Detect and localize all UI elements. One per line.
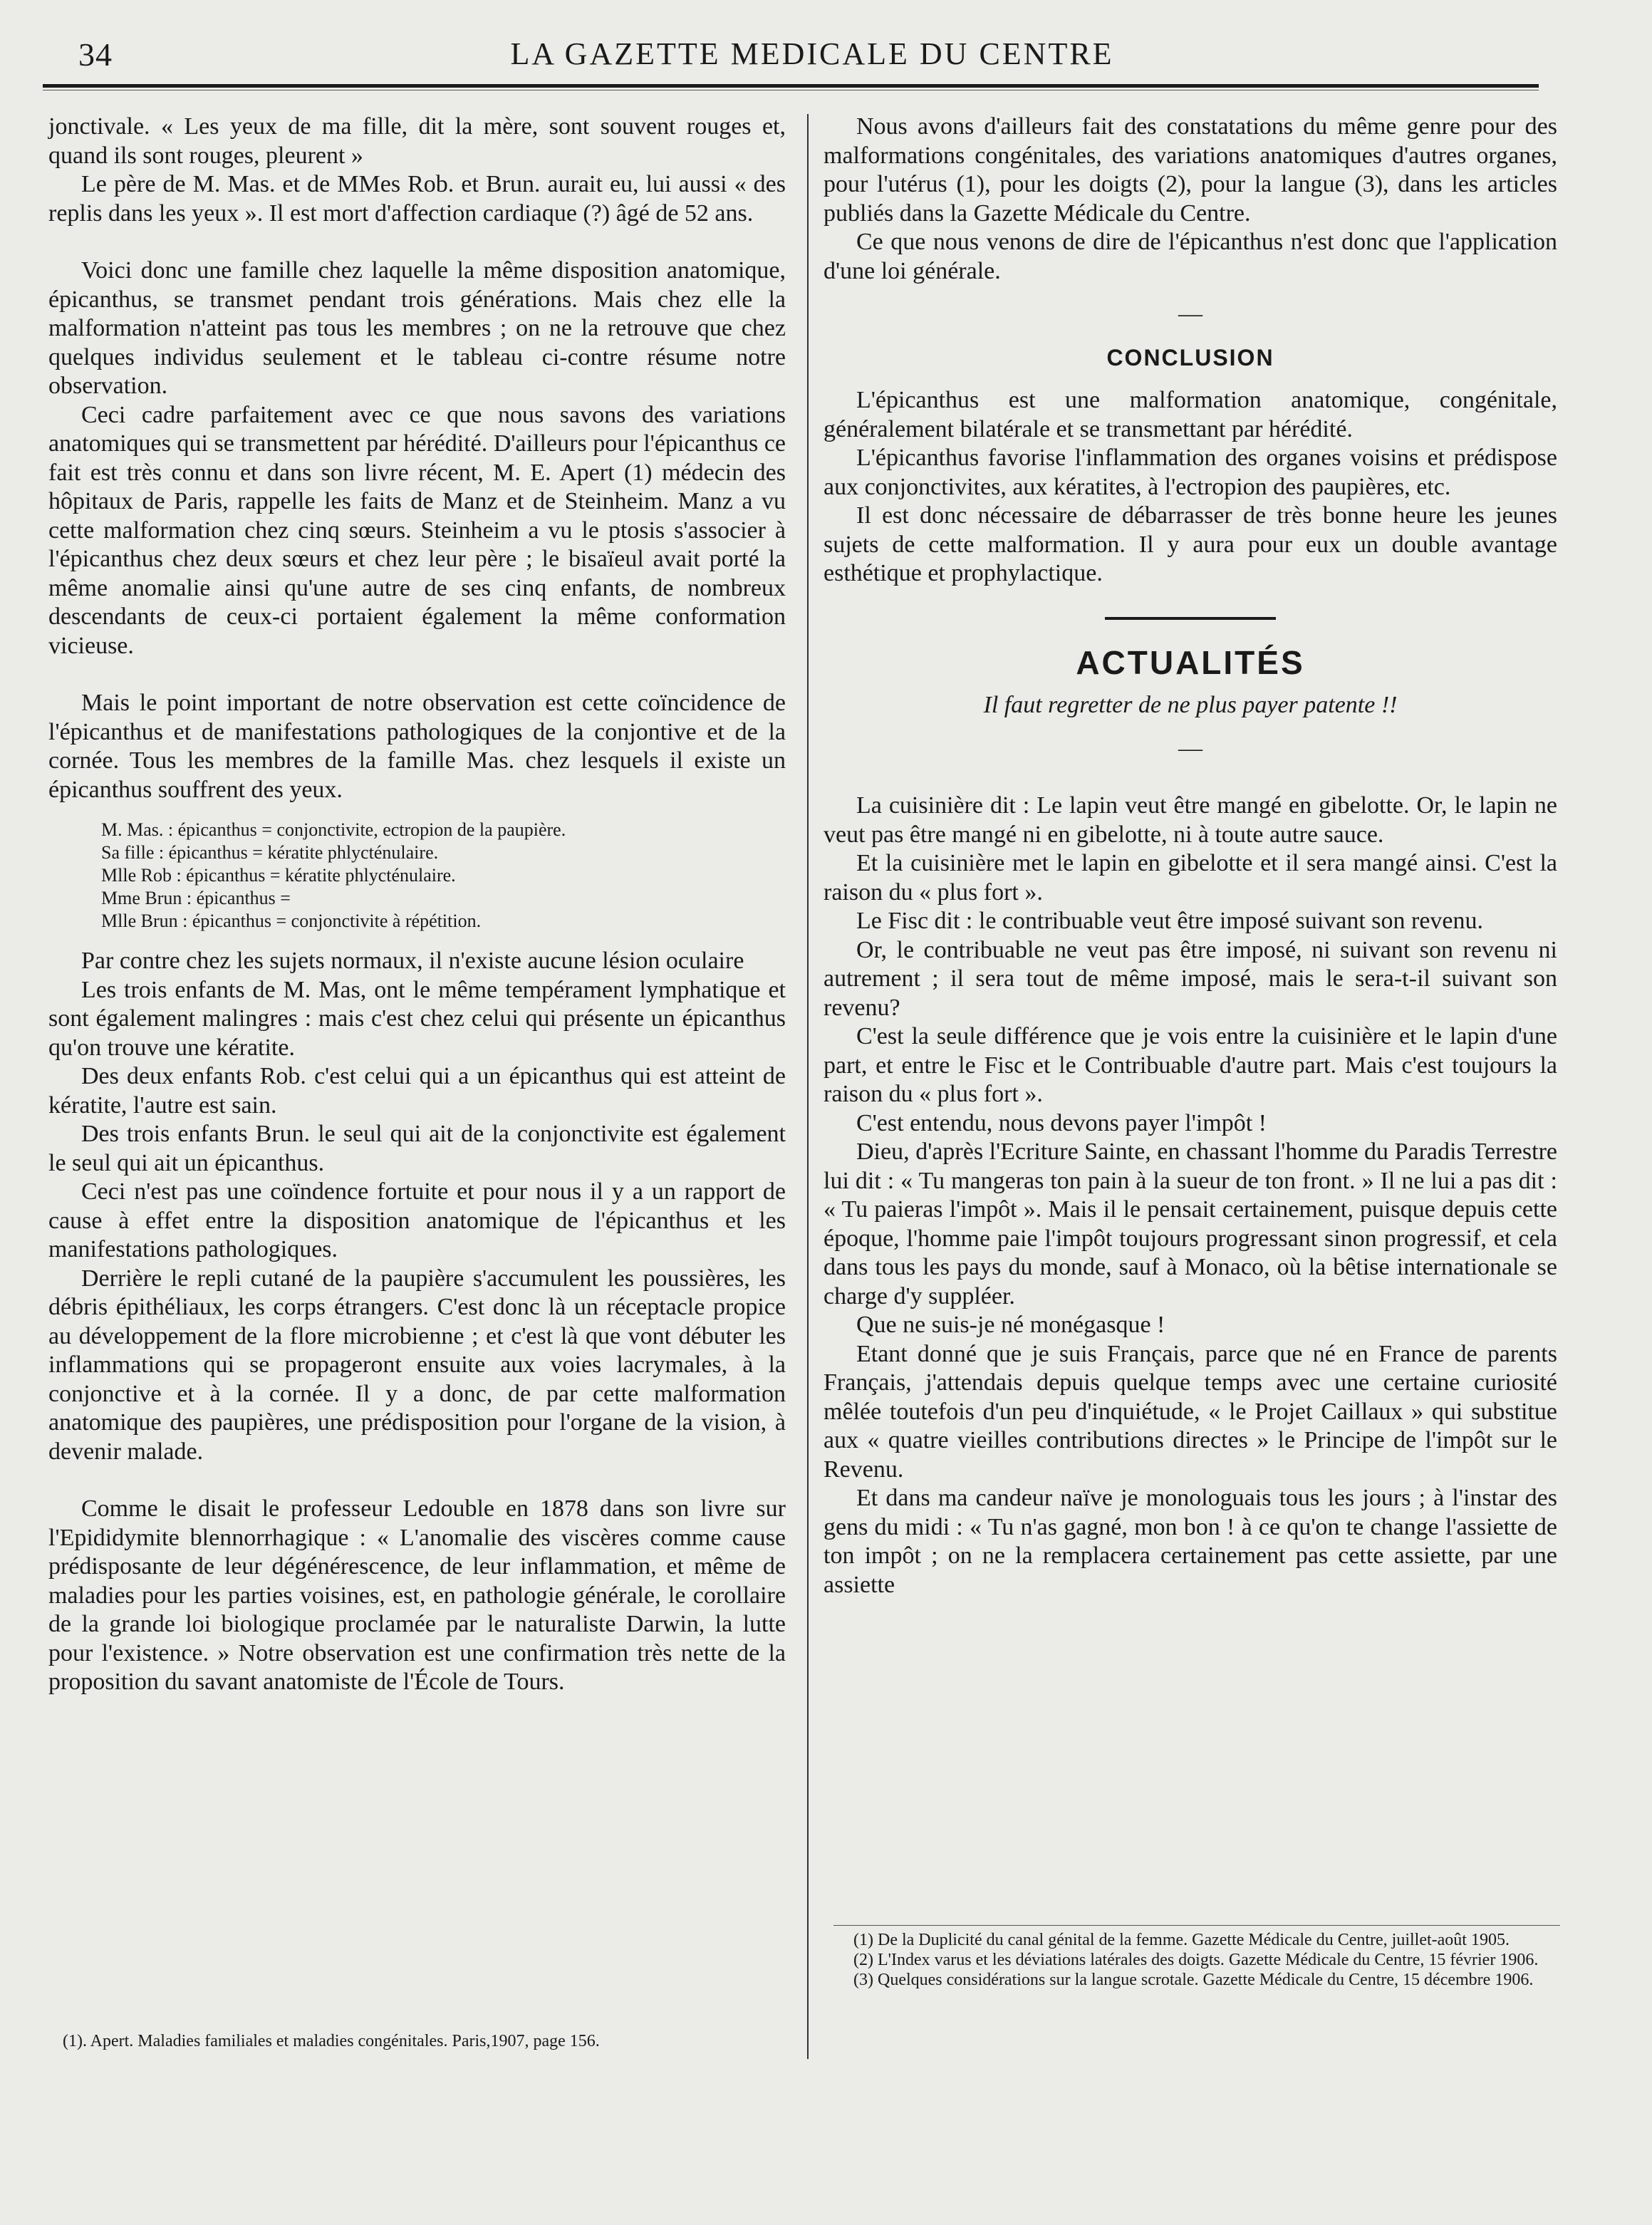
paragraph: Voici donc une famille chez laquelle la même disposition anatomique, épicanthus, se transmet pendant trois générations. Mais chez elle la malformation n'atteint pas tous les membres ; on ne la retrouve que chez quelques individus seulement et le tableau ci-contre résume notre observation. [48, 257, 786, 399]
paragraph: Que ne suis-je né monégasque ! [856, 1312, 1165, 1338]
symptom-list [48, 819, 786, 933]
paragraph: jonctivale. « Les yeux de ma fille, dit la mère, sont souvent rouges et, quand ils sont rouges, pleurent » [48, 113, 786, 169]
footnote-rule [833, 1925, 1560, 1926]
paragraph: Les trois enfants de M. Mas, ont le même tempérament lymphatique et sont également malingres : mais c'est chez celui qui présente un épicanthus qu'on trouve une kératite. [48, 976, 786, 1061]
paragraph: Derrière le repli cutané de la paupière s'accumulent les poussières, les débris épithéliaux, les corps étrangers. C'est donc là un réceptacle propice au développement de la flore microbienne ; et c'est là que vont débuter les inflammations qui se propageront ensuite aux voies lacrymales, à la conjonctive et à la cornée. Il y a donc, de par cette malformation anatomique des paupières, une prédisposition pour l'organe de la vision, à devenir malade. [48, 1265, 786, 1465]
separator-dash: — [1178, 735, 1202, 762]
paragraph: C'est entendu, nous devons payer l'impôt ! [856, 1109, 1267, 1136]
footnote: (3) Quelques considérations sur la langue scrotale. Gazette Médicale du Centre, 15 décembre 1906. [853, 1971, 1534, 1989]
footnote: (2) L'Index varus et les déviations latérales des doigts. Gazette Médicale du Centre, 15 février 1906. [853, 1951, 1539, 1969]
paragraph: Ce que nous venons de dire de l'épicanthus n'est donc que l'application d'une loi générale. [824, 229, 1557, 284]
paragraph: Comme le disait le professeur Ledouble en 1878 dans son livre sur l'Epididymite blennorrhagique : « L'anomalie des viscères comme cause prédisposante de leur dégénérescence, de leur inflammation, et même de maladies pour les parties voisines, est, en pathologie générale, le corollaire de la grande loi biologique proclamée par le naturaliste Darwin, la lutte pour l'existence. » Notre observation est une confirmation très nette de la proposition du savant anatomiste de l'École de Tours. [48, 1495, 786, 1695]
conclusion-heading: CONCLUSION [1106, 344, 1274, 370]
list-item: Mlle Brun : épicanthus = conjonctivite à répétition. [101, 911, 482, 931]
list-item: M. Mas. : épicanthus = conjonctivite, ectropion de la paupière. [101, 819, 566, 840]
paragraph: Mais le point important de notre observation est cette coïncidence de l'épicanthus et de manifestations pathologiques de la conjontive et de la cornée. Tous les membres de la famille Mas. chez lesquels il existe un épicanthus souffrent des yeux. [48, 690, 786, 803]
footnotes [833, 1925, 1560, 1990]
journal-title: LA GAZETTE MEDICALE DU CENTRE [510, 36, 1114, 71]
left-column [48, 113, 786, 1697]
paragraph: Le Fisc dit : le contribuable veut être imposé suivant son revenu. [856, 908, 1483, 934]
paragraph: Nous avons d'ailleurs fait des constatations du même genre pour des malformations congénitales, des variations anatomiques d'autres organes, pour l'utérus (1), pour les doigts (2), pour la langue (3), dans les articles publiés dans la Gazette Médicale du Centre. [824, 113, 1557, 227]
right-column [824, 113, 1557, 1599]
paragraph: Des deux enfants Rob. c'est celui qui a un épicanthus qui est atteint de kératite, l'autre est sain. [48, 1063, 786, 1119]
footnote: (1). Apert. Maladies familiales et maladies congénitales. Paris,1907, page 156. [63, 2032, 600, 2050]
paragraph: La cuisinière dit : Le lapin veut être mangé en gibelotte. Or, le lapin ne veut pas être mangé ni en gibelotte, ni à toute autre sauce. [824, 792, 1557, 848]
footnote: (1) De la Duplicité du canal génital de la femme. Gazette Médicale du Centre, juillet-août 1905. [853, 1931, 1510, 1949]
actualites-subtitle: Il faut regretter de ne plus payer patente !! [983, 692, 1398, 718]
paragraph: Et la cuisinière met le lapin en gibelotte et il sera mangé ainsi. C'est la raison du « plus fort ». [824, 850, 1557, 906]
paragraph: Dieu, d'après l'Ecriture Sainte, en chassant l'homme du Paradis Terrestre lui dit : « Tu mangeras ton pain à la sueur de ton front. » Il ne lui a pas dit : « Tu paieras l'impôt ». Mais il le pensait certainement, puisque depuis cette époque, l'homme paie l'impôt toujours progressant sinon progressif, et cela dans tous les pays du monde, sauf à Monaco, où la bêtise internationale se charge d'y suppléer. [824, 1139, 1557, 1309]
list-item: Mme Brun : épicanthus = [101, 888, 291, 908]
page-header [43, 28, 1581, 78]
actualites-heading: ACTUALITÉS [1076, 643, 1305, 681]
separator-dash: — [1178, 301, 1202, 327]
paragraph: Or, le contribuable ne veut pas être imposé, ni suivant son revenu ni autrement ; il sera tout de même imposé, mais le sera-t-il suivant son revenu? [824, 936, 1557, 1021]
paragraph: Il est donc nécessaire de débarrasser de très bonne heure les jeunes sujets de cette malformation. Il y aura pour eux un double avantage esthétique et prophylactique. [824, 502, 1557, 586]
list-item: Sa fille : épicanthus = kératite phlycténulaire. [101, 842, 439, 863]
paragraph: C'est la seule différence que je vois entre la cuisinière et le lapin d'une part, et entre le Fisc et le Contribuable d'autre part. Mais c'est toujours la raison du « plus fort ». [824, 1023, 1557, 1107]
paragraph: Et dans ma candeur naïve je monologuais tous les jours ; à l'instar des gens du midi : « Tu n'as gagné, mon bon ! à ce qu'on te change l'assiette de ton impôt ; on ne la remplacera certainement pas cette assiette, par une assiette [824, 1485, 1557, 1598]
page-number: 34 [78, 36, 113, 73]
list-item: Mlle Rob : épicanthus = kératite phlycténulaire. [101, 865, 456, 886]
column-divider [807, 114, 809, 2059]
paragraph: Le père de M. Mas. et de MMes Rob. et Brun. aurait eu, lui aussi « des replis dans les yeux ». Il est mort d'affection cardiaque (?) âgé de 52 ans. [48, 171, 786, 227]
paragraph: Etant donné que je suis Français, parce que né en France de parents Français, j'attendais depuis quelque temps avec une certaine curiosité mêlée toutefois d'un peu d'inquiétude, « le Projet Caillaux » qui substitue aux « quatre vieilles contributions directes » le Principe de l'impôt sur le Revenu. [824, 1340, 1557, 1483]
header-rule [43, 84, 1539, 88]
paragraph: L'épicanthus est une malformation anatomique, congénitale, généralement bilatérale et se transmettant par hérédité. [824, 387, 1557, 442]
paragraph: L'épicanthus favorise l'inflammation des organes voisins et prédispose aux conjonctivites, aux kératites, à l'ectropion des paupières, etc. [824, 445, 1557, 500]
paragraph: Ceci n'est pas une coïndence fortuite et pour nous il y a un rapport de cause à effet entre la disposition anatomique de l'épicanthus et les manifestations pathologiques. [48, 1178, 786, 1262]
paragraph: Par contre chez les sujets normaux, il n'existe aucune lésion oculaire [81, 948, 744, 974]
paragraph: Des trois enfants Brun. le seul qui ait de la conjonctivite est également le seul qui ait un épicanthus. [48, 1121, 786, 1176]
paragraph: Ceci cadre parfaitement avec ce que nous savons des variations anatomiques qui se transmettent par hérédité. D'ailleurs pour l'épicanthus ce fait est très connu et dans son livre récent, M. E. Apert (1) médecin des hôpitaux de Paris, rappelle les faits de Manz et de Steinheim. Manz a vu cette malformation chez cinq sœurs. Steinheim a vu le ptosis s'associer à l'épicanthus chez deux sœurs et chez leur père ; le bisaïeul avait porté la même anomalie ainsi qu'une autre de ses cinq enfants, de nombreux descendants de ceux-ci portaient également la même conformation vicieuse. [48, 401, 786, 659]
